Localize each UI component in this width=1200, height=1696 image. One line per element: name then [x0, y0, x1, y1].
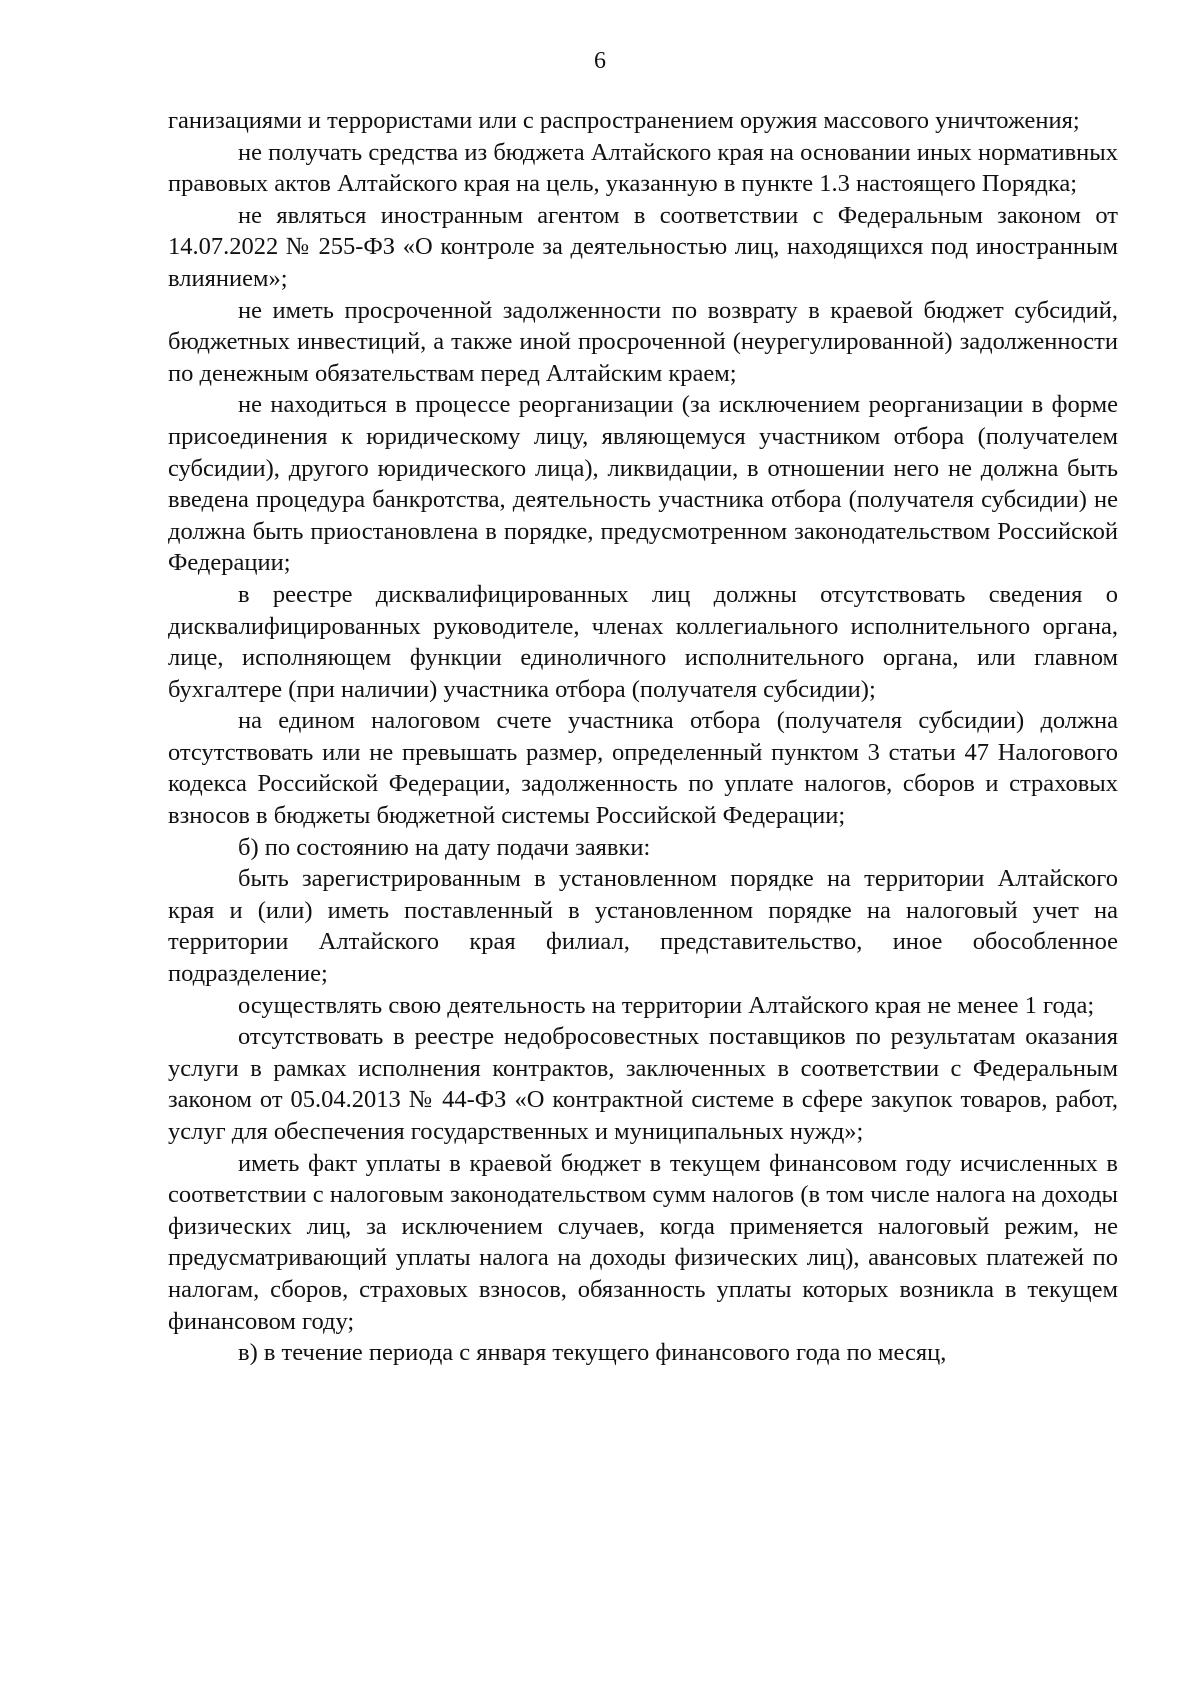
paragraph-5: не находиться в процессе реорганизации (за исключением реорганизации в форме присоединения к юридическому лицу, являющемуся участником отбора (получателем субсидии), другого юридического лица), ликвидации, в отношении него не должна быть введена процедура банкротства, деятельность участника отбора (получателя субсидии) не должна быть приостановлена в порядке, предусмотренном законодательством Российской Федерации;: [168, 391, 1118, 577]
paragraph-3: не являться иностранным агентом в соответствии с Федеральным законом от 14.07.2022 № 255-ФЗ «О контроле за деятельностью лиц, находящихся под иностранным влиянием»;: [168, 201, 1118, 292]
paragraph-4: не иметь просроченной задолженности по возврату в краевой бюджет субсидий, бюджетных инвестиций, а также иной просроченной (неурегулированной) задолженности по денежным обязательствам перед Алтайским краем;: [168, 296, 1118, 387]
paragraph-2: не получать средства из бюджета Алтайского края на основании иных нормативных правовых актов Алтайского края на цель, указанную в пункте 1.3 настоящего Порядка;: [168, 138, 1118, 198]
paragraph-7: на едином налоговом счете участника отбора (получателя субсидии) должна отсутствовать или не превышать размер, определенный пунктом 3 статьи 47 Налогового кодекса Российской Федерации, задолженность по уплате налогов, сборов и страховых взносов в бюджеты бюджетной системы Российской Федерации;: [168, 707, 1118, 830]
paragraph-9: быть зарегистрированным в установленном порядке на территории Алтайского края и (или) иметь поставленный в установленном порядке на налоговый учет на территории Алтайского края филиал, представительство, иное обособленное подразделение;: [168, 865, 1118, 988]
paragraph-6: в реестре дисквалифицированных лиц должны отсутствовать сведения о дисквалифицированных руководителе, членах коллегиального исполнительного органа, лице, исполняющем функции единоличного исполнительного органа, или главном бухгалтере (при наличии) участника отбора (получателя субсидии);: [168, 580, 1118, 703]
paragraph-1: ганизациями и террористами или с распространением оружия массового уничтожения;: [168, 107, 1080, 134]
paragraph-11: отсутствовать в реестре недобросовестных поставщиков по результатам оказания услуги в рамках исполнения контрактов, заключенных в соответствии с Федеральным законом от 05.04.2013 № 44-ФЗ «О контрактной системе в сфере закупок товаров, работ, услуг для обеспечения государственных и муниципальных нужд»;: [168, 1023, 1118, 1145]
paragraph-13: в) в течение периода с января текущего финансового года по месяц,: [238, 1339, 947, 1367]
document-body: [168, 105, 1118, 1369]
paragraph-10: осуществлять свою деятельность на территории Алтайского края не менее 1 года;: [238, 991, 1095, 1019]
page-number: 6: [594, 48, 606, 74]
paragraph-8: б) по состоянию на дату подачи заявки:: [238, 833, 651, 861]
paragraph-12: иметь факт уплаты в краевой бюджет в текущем финансовом году исчисленных в соответствии с налоговым законодательством сумм налогов (в том числе налога на доходы физических лиц, за исключением случаев, когда применяется налоговый режим, не предусматривающий уплаты налога на доходы физических лиц), авансовых платежей по налогам, сборов, страховых взносов, обязанность уплаты которых возникла в текущем финансовом году;: [168, 1149, 1118, 1335]
